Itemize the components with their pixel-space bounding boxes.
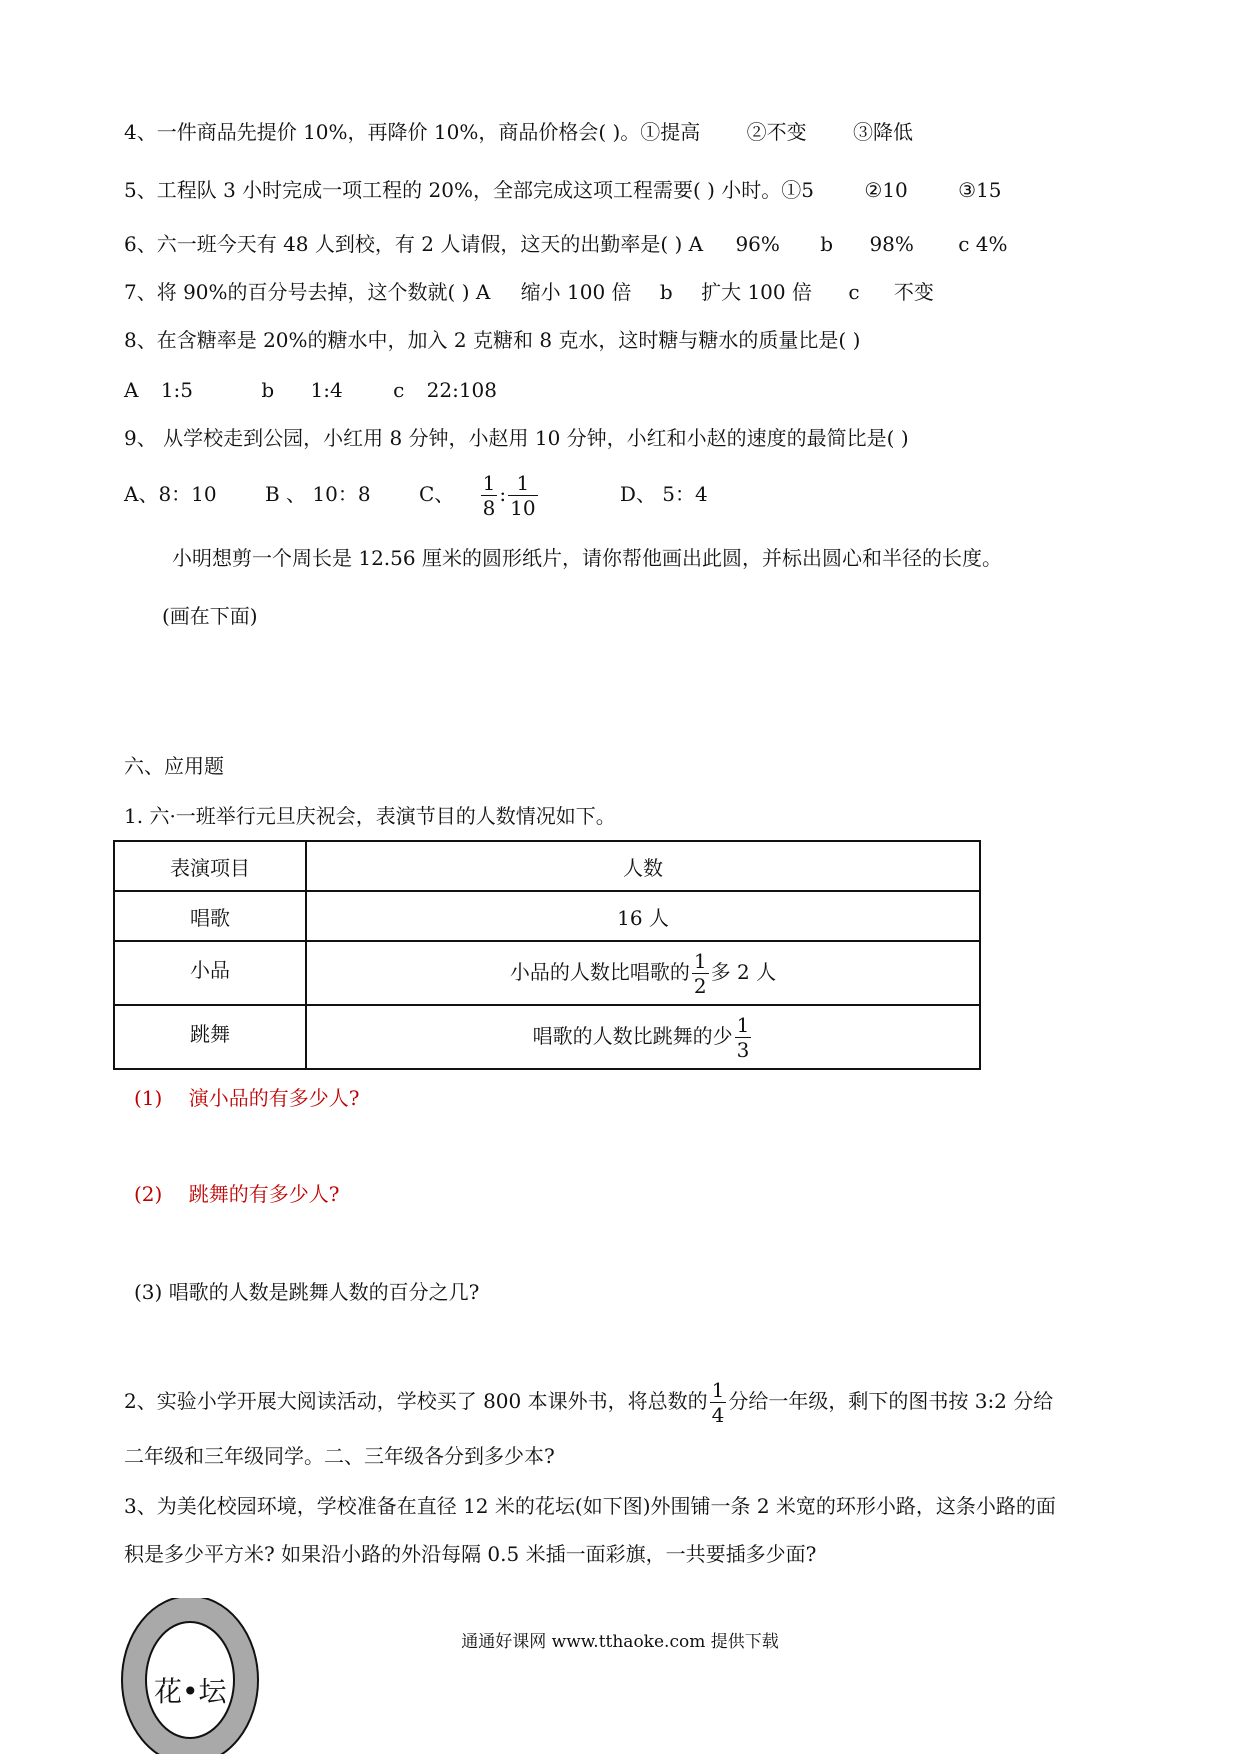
problem-2-line-1 <box>124 1374 1053 1428</box>
table-row <box>114 941 980 1005</box>
question-7-text: 7、将 90%的百分号去掉，这个数就( ) A <box>124 280 491 304</box>
question-8-text: 8、在含糖率是 20%的糖水中，加入 2 克糖和 8 克水，这时糖与糖水的质量比是( ) <box>124 328 861 352</box>
question-6-option-b: 98% <box>869 232 914 256</box>
sub-question-1-label: (1) <box>134 1086 163 1110</box>
fraction-numerator: 1 <box>516 471 530 495</box>
question-9-option-d: D、 5：4 <box>619 482 708 506</box>
fraction-numerator: 1 <box>711 1378 725 1402</box>
question-7-option-c-label: c <box>848 280 860 304</box>
sub-question-2-text: 跳舞的有多少人? <box>188 1182 340 1206</box>
question-8-option-b: 1:4 <box>310 378 343 402</box>
section-title: 六、应用题 <box>124 754 224 778</box>
fraction <box>692 948 709 998</box>
problem-3-line-1: 3、为美化校园环境，学校准备在直径 12 米的花坛(如下图)外围铺一条 2 米宽的环形小路，这条小路的面 <box>124 1494 1056 1518</box>
sub-question-2 <box>134 1180 339 1208</box>
question-5 <box>124 176 1002 204</box>
table-cell-item: 跳舞 <box>114 1005 306 1069</box>
sub-question-2-label: (2) <box>134 1182 163 1206</box>
question-4-text: 4、一件商品先提价 10%，再降价 10%，商品价格会( )。①提高 <box>124 120 701 144</box>
question-6 <box>124 230 1008 258</box>
question-7-option-b-label: b <box>659 280 673 304</box>
fraction-numerator: 1 <box>482 471 496 495</box>
table-row <box>114 891 980 941</box>
question-4-option-3: ③降低 <box>853 120 914 144</box>
question-9-text: 9、 从学校走到公园，小红用 8 分钟，小赵用 10 分钟，小红和小赵的速度的最简比是( ) <box>124 426 909 450</box>
problem-2-text-after: 分给一年级，剩下的图书按 3:2 分给 <box>728 1389 1054 1413</box>
problem-2-line-2: 二年级和三年级同学。二、三年级各分到多少本? <box>124 1444 555 1468</box>
table-cell-item: 小品 <box>114 941 306 1005</box>
question-8 <box>124 326 860 354</box>
circle-task: 小明想剪一个周长是 12.56 厘米的圆形纸片，请你帮他画出此圆，并标出圆心和半径的长度。 <box>172 546 1002 570</box>
question-9-option-c-label: C、 <box>418 482 455 506</box>
count-text-after: 多 2 人 <box>710 959 777 984</box>
problem-1-intro: 1. 六·一班举行元旦庆祝会，表演节目的人数情况如下。 <box>124 804 616 828</box>
fraction-denominator: 2 <box>693 973 707 998</box>
table-cell-item: 唱歌 <box>114 891 306 941</box>
sub-question-1-text: 演小品的有多少人? <box>188 1086 360 1110</box>
question-7-option-b: 扩大 100 倍 <box>701 280 812 304</box>
fraction-denominator: 10 <box>510 496 536 520</box>
question-8-option-c: 22:108 <box>426 378 498 402</box>
question-9-option-c-fraction-1 <box>481 473 498 518</box>
flower-bed-label: 花•坛 <box>154 1675 227 1708</box>
question-9-option-c-fraction-2 <box>508 473 537 518</box>
fraction <box>710 1380 727 1425</box>
question-9-option-a: A、8：10 <box>124 482 217 506</box>
question-7-option-a: 缩小 100 倍 <box>520 280 632 304</box>
question-7-option-c: 不变 <box>893 280 934 304</box>
question-8-options <box>124 376 497 404</box>
table-row <box>114 1005 980 1069</box>
table-header-row <box>114 841 980 891</box>
circle-hint: (画在下面) <box>162 604 258 628</box>
fraction-denominator: 3 <box>736 1037 750 1062</box>
sub-question-1 <box>134 1084 359 1112</box>
question-5-text: 5、工程队 3 小时完成一项工程的 20%，全部完成这项工程需要( ) 小时。①5 <box>124 178 815 202</box>
question-4 <box>124 118 913 146</box>
question-9 <box>124 424 909 452</box>
question-4-option-2: ②不变 <box>746 120 807 144</box>
question-9-option-b: B 、 10：8 <box>264 482 371 506</box>
question-5-option-3: ③15 <box>958 178 1002 202</box>
question-6-option-b-label: b <box>820 232 834 256</box>
table-header-count: 人数 <box>306 841 980 891</box>
ratio-colon: : <box>499 482 507 506</box>
question-9-options <box>124 466 708 522</box>
table-cell-count: 16 人 <box>306 891 980 941</box>
count-text-before: 小品的人数比唱歌的 <box>509 959 690 984</box>
fraction-numerator: 1 <box>693 948 707 973</box>
question-8-option-b-label: b <box>261 378 275 402</box>
problem-2-text-before: 2、实验小学开展大阅读活动，学校买了 800 本课外书，将总数的 <box>124 1389 708 1413</box>
question-8-option-c-label: c <box>393 378 405 402</box>
table-cell-count <box>306 1005 980 1069</box>
sub-question-3: (3) 唱歌的人数是跳舞人数的百分之几? <box>134 1280 480 1304</box>
fraction-denominator: 4 <box>711 1403 725 1427</box>
question-6-text: 6、六一班今天有 48 人到校，有 2 人请假，这天的出勤率是( ) A <box>124 232 704 256</box>
count-text-before: 唱歌的人数比跳舞的少 <box>532 1023 733 1048</box>
fraction-numerator: 1 <box>736 1012 750 1037</box>
question-6-option-a: 96% <box>735 232 780 256</box>
question-8-option-a: 1:5 <box>160 378 193 402</box>
table-cell-count <box>306 941 980 1005</box>
question-6-option-c: c 4% <box>958 232 1008 256</box>
performance-table <box>113 840 981 1070</box>
question-8-option-a-label: A <box>124 378 139 402</box>
question-5-option-2: ②10 <box>864 178 908 202</box>
page-footer: 通通好课网 www.tthaoke.com 提供下载 <box>461 1632 779 1652</box>
fraction-denominator: 8 <box>482 496 496 520</box>
question-7 <box>124 278 934 306</box>
table-header-item: 表演项目 <box>114 841 306 891</box>
flower-bed-figure <box>118 1598 268 1759</box>
fraction <box>735 1012 752 1062</box>
problem-3-line-2: 积是多少平方米? 如果沿小路的外沿每隔 0.5 米插一面彩旗，一共要插多少面? <box>124 1542 817 1566</box>
